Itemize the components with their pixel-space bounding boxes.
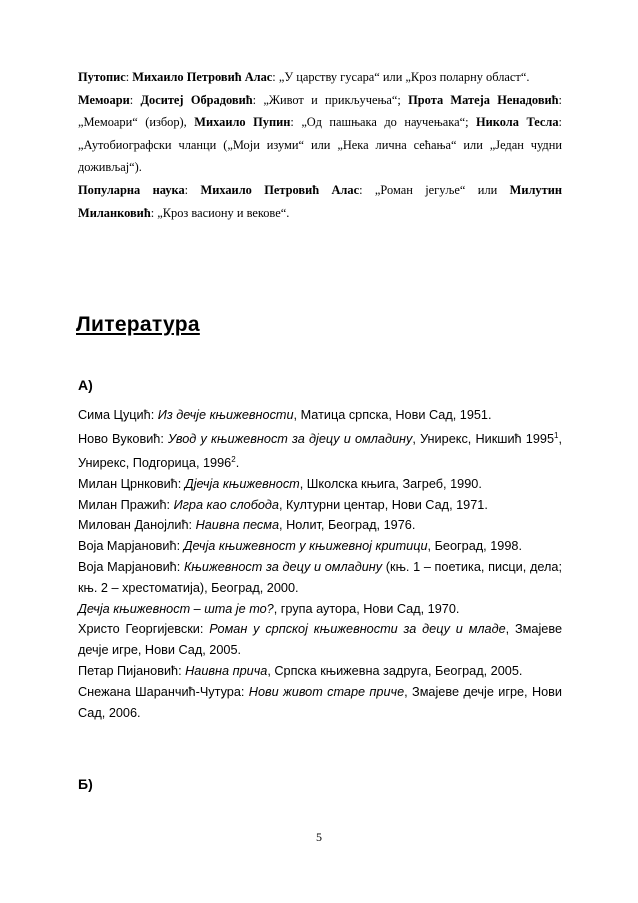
reference-item: Милан Пражић: Игра као слобода, Културни центар, Нови Сад, 1971. xyxy=(78,497,488,512)
reference-item: Ново Вуковић: Увод у књижевност за дјецу и омладину, Унирекс, Никшић 1995$^1$, Унирекс, Подгорица, 1996$^2$. xyxy=(78,430,562,471)
literature-heading: Литература xyxy=(76,313,200,336)
reference-item: Сима Цуцић: Из дечје књижевности, Матица српска, Нови Сад, 1951. xyxy=(78,408,492,422)
putopis-text: : „У царству гусара“ или „Кроз поларну област“. xyxy=(272,70,530,84)
reference-item: Милан Црнковић: Дјечја књижевност, Школска књига, Загреб, 1990. xyxy=(78,476,482,491)
reference-item: Петар Пијановић: Наивна прича, Српска књижевна задруга, Београд, 2005. xyxy=(78,664,523,679)
author-alas-2: Михаило Петровић Алас xyxy=(200,182,360,197)
popular-text-1: : „Роман јегуље“ или xyxy=(359,182,510,197)
reference-item: Милован Данојлић: Наивна песма, Нолит, Београд, 1976. xyxy=(78,518,416,533)
genre-label-putopis: Путопис xyxy=(78,70,126,84)
popular-paragraph: Популарна наука: Михаило Петровић Алас: „Роман јегуље“ или Милутин Миланковић: „Кроз васиону и векове“. xyxy=(78,182,562,220)
genre-list xyxy=(78,66,562,224)
reference-item: Воја Марјановић: Дечја књижевност у књижевној критици, Београд, 1998. xyxy=(78,539,522,554)
genre-label-popular: Популарна наука xyxy=(78,182,185,197)
author-nenadovic: Прота Матеја Ненадовић xyxy=(408,92,559,107)
section-a-heading: А) xyxy=(78,377,93,393)
section-b-heading: Б) xyxy=(78,776,93,792)
popular-text-2: : „Кроз васиону и векове“. xyxy=(150,205,290,220)
author-obradovic: Доситеј Обрадовић xyxy=(140,92,253,107)
page-number: 5 xyxy=(316,830,322,844)
putopis-paragraph: Путопис: Михаило Петровић Алас: „У царству гусара“ или „Кроз поларну област“. xyxy=(78,70,530,84)
memoari-text-2: : „Мемоари“ (избор), xyxy=(78,92,562,130)
author-alas: Михаило Петровић Алас xyxy=(132,70,273,84)
memoari-paragraph: Мемоари: Доситеј Обрадовић: „Живот и прикључења“; Прота Матеја Ненадовић: „Мемоари“ (избор), Михаило Пупин: „Од пашњака до научењака“; Никола Тесла: „Аутобиографски чланци („Моји изуми“ или „Нека лична сећања“ или „Један чудни доживљај“). xyxy=(78,92,562,175)
reference-item: Дечја књижевност – шта је то?, група аутора, Нови Сад, 1970. xyxy=(78,601,460,616)
author-pupin: Михаило Пупин xyxy=(194,115,291,130)
reference-list xyxy=(78,405,562,723)
reference-item: Воја Марјановић: Књижевност за децу и омладину (књ. 1 – поетика, писци, дела; књ. 2 – хрестоматија), Београд, 2000. xyxy=(78,560,562,595)
memoari-text-4: : „Аутобиографски чланци („Моји изуми“ или „Нека лична сећања“ или „Један чудни доживљај“). xyxy=(78,115,562,175)
memoari-text-1: : „Живот и прикључења“; xyxy=(252,92,409,107)
author-tesla: Никола Тесла xyxy=(476,115,559,130)
genre-label-memoari: Мемоари xyxy=(78,92,130,107)
memoari-text-3: : „Од пашњака до научењака“; xyxy=(290,115,477,130)
author-milankovic: Милутин Миланковић xyxy=(78,182,562,220)
reference-item: Христо Георгијевски: Роман у српској књижевности за децу и младе, Змајеве дечје игре, Нови Сад, 2005. xyxy=(78,622,562,658)
reference-item: Снежана Шаранчић-Чутура: Нови живот старе приче, Змајеве дечје игре, Нови Сад, 2006. xyxy=(78,684,562,720)
